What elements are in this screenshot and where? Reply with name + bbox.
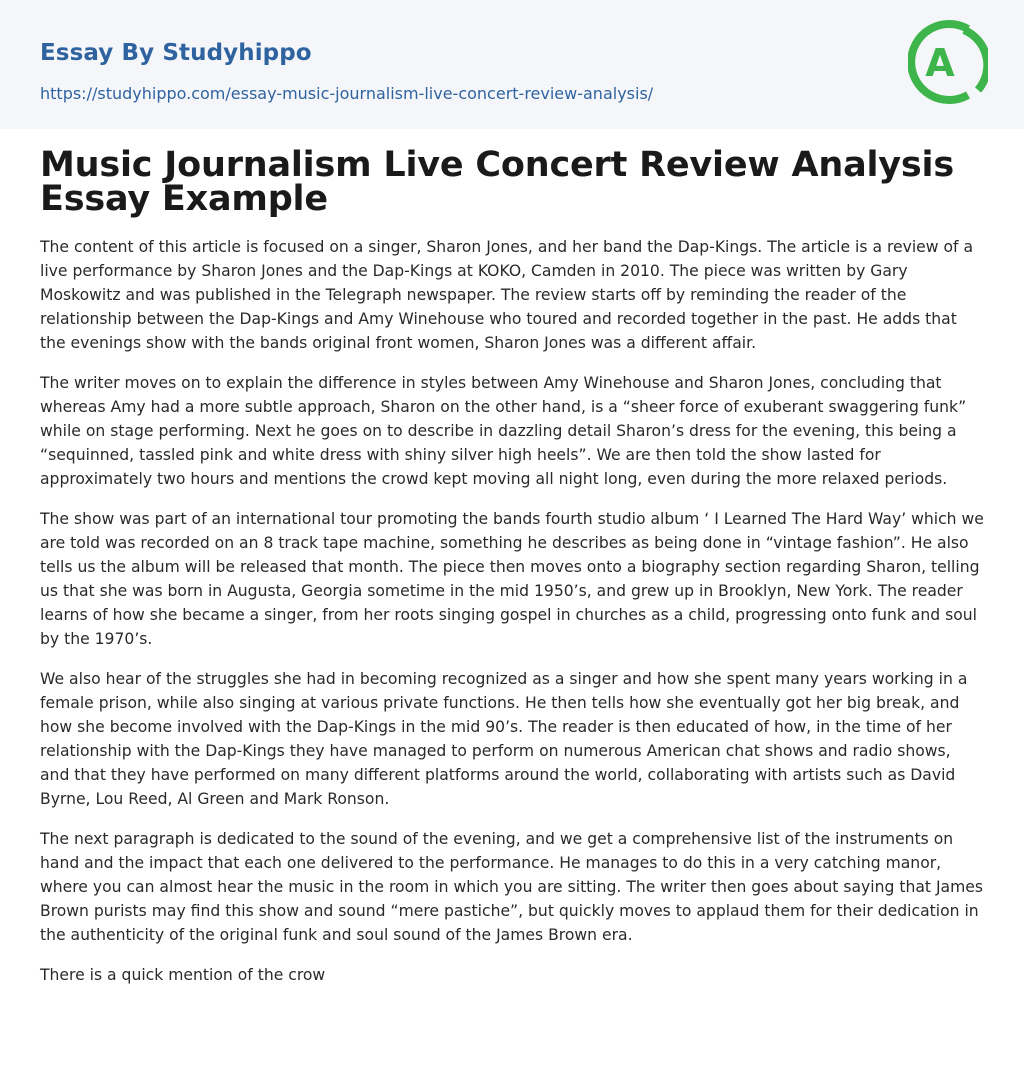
logo-icon[interactable] bbox=[908, 16, 988, 108]
paragraph: There is a quick mention of the crow bbox=[40, 966, 326, 984]
article-body bbox=[40, 235, 984, 1003]
article-url-link[interactable]: https://studyhippo.com/essay-music-journalism-live-concert-review-analysis/ bbox=[40, 84, 654, 103]
site-header bbox=[0, 0, 1024, 129]
page-title: Music Journalism Live Concert Review Analysis Essay Example bbox=[40, 145, 954, 219]
paragraph: The content of this article is focused on a singer, Sharon Jones, and her band the Dap-Kings. The article is a review of a live performance by Sharon Jones and the Dap-Kings at KOKO, Camden in 2010. The piece was written by Gary Moskowitz and was published in the Telegraph newspaper. The review starts off by reminding the reader of the relationship between the Dap-Kings and Amy Winehouse who toured and recorded together in the past. He adds that the evenings show with the bands original front women, Sharon Jones was a different affair. bbox=[40, 238, 974, 352]
paragraph: The next paragraph is dedicated to the sound of the evening, and we get a comprehensive list of the instruments on hand and the impact that each one delivered to the performance. He manages to do this in a very catching manor, where you can almost hear the music in the room in which you are sitting. The writer then goes about saying that James Brown purists may find this show and sound “mere pastiche”, but quickly moves to applaud them for their dedication in the authenticity of the original funk and soul sound of the James Brown era. bbox=[40, 830, 984, 944]
paragraph: We also hear of the struggles she had in becoming recognized as a singer and how she spent many years working in a female prison, while also singing at various private functions. He then tells how she eventually got her big break, and how she become involved with the Dap-Kings in the mid 90’s. The reader is then educated of how, in the time of her relationship with the Dap-Kings they have managed to perform on numerous American chat shows and radio shows, and that they have performed on many different platforms around the world, collaborating with artists such as David Byrne, Lou Reed, Al Green and Mark Ronson. bbox=[40, 670, 968, 808]
logo-letter: A bbox=[925, 41, 955, 85]
paragraph: The show was part of an international tour promoting the bands fourth studio album ‘ I Learned The Hard Way’ which we are told was recorded on an 8 track tape machine, something he describes as being done in “vintage fashion”. He also tells us the album will be released that month. The piece then moves onto a biography section regarding Sharon, telling us that she was born in Augusta, Georgia sometime in the mid 1950’s, and grew up in Brooklyn, New York. The reader learns of how she became a singer, from her roots singing gospel in churches as a child, progressing onto funk and soul by the 1970’s. bbox=[40, 510, 984, 648]
site-brand[interactable]: Essay By Studyhippo bbox=[40, 40, 312, 66]
paragraph: The writer moves on to explain the difference in styles between Amy Winehouse and Sharon Jones, concluding that whereas Amy had a more subtle approach, Sharon on the other hand, is a “sheer force of exuberant swaggering funk” while on stage performing. Next he goes on to describe in dazzling detail Sharon’s dress for the evening, this being a “sequinned, tassled pink and white dress with shiny silver high heels”. We are then told the show lasted for approximately two hours and mentions the crowd kept moving all night long, even during the more relaxed periods. bbox=[40, 374, 967, 488]
